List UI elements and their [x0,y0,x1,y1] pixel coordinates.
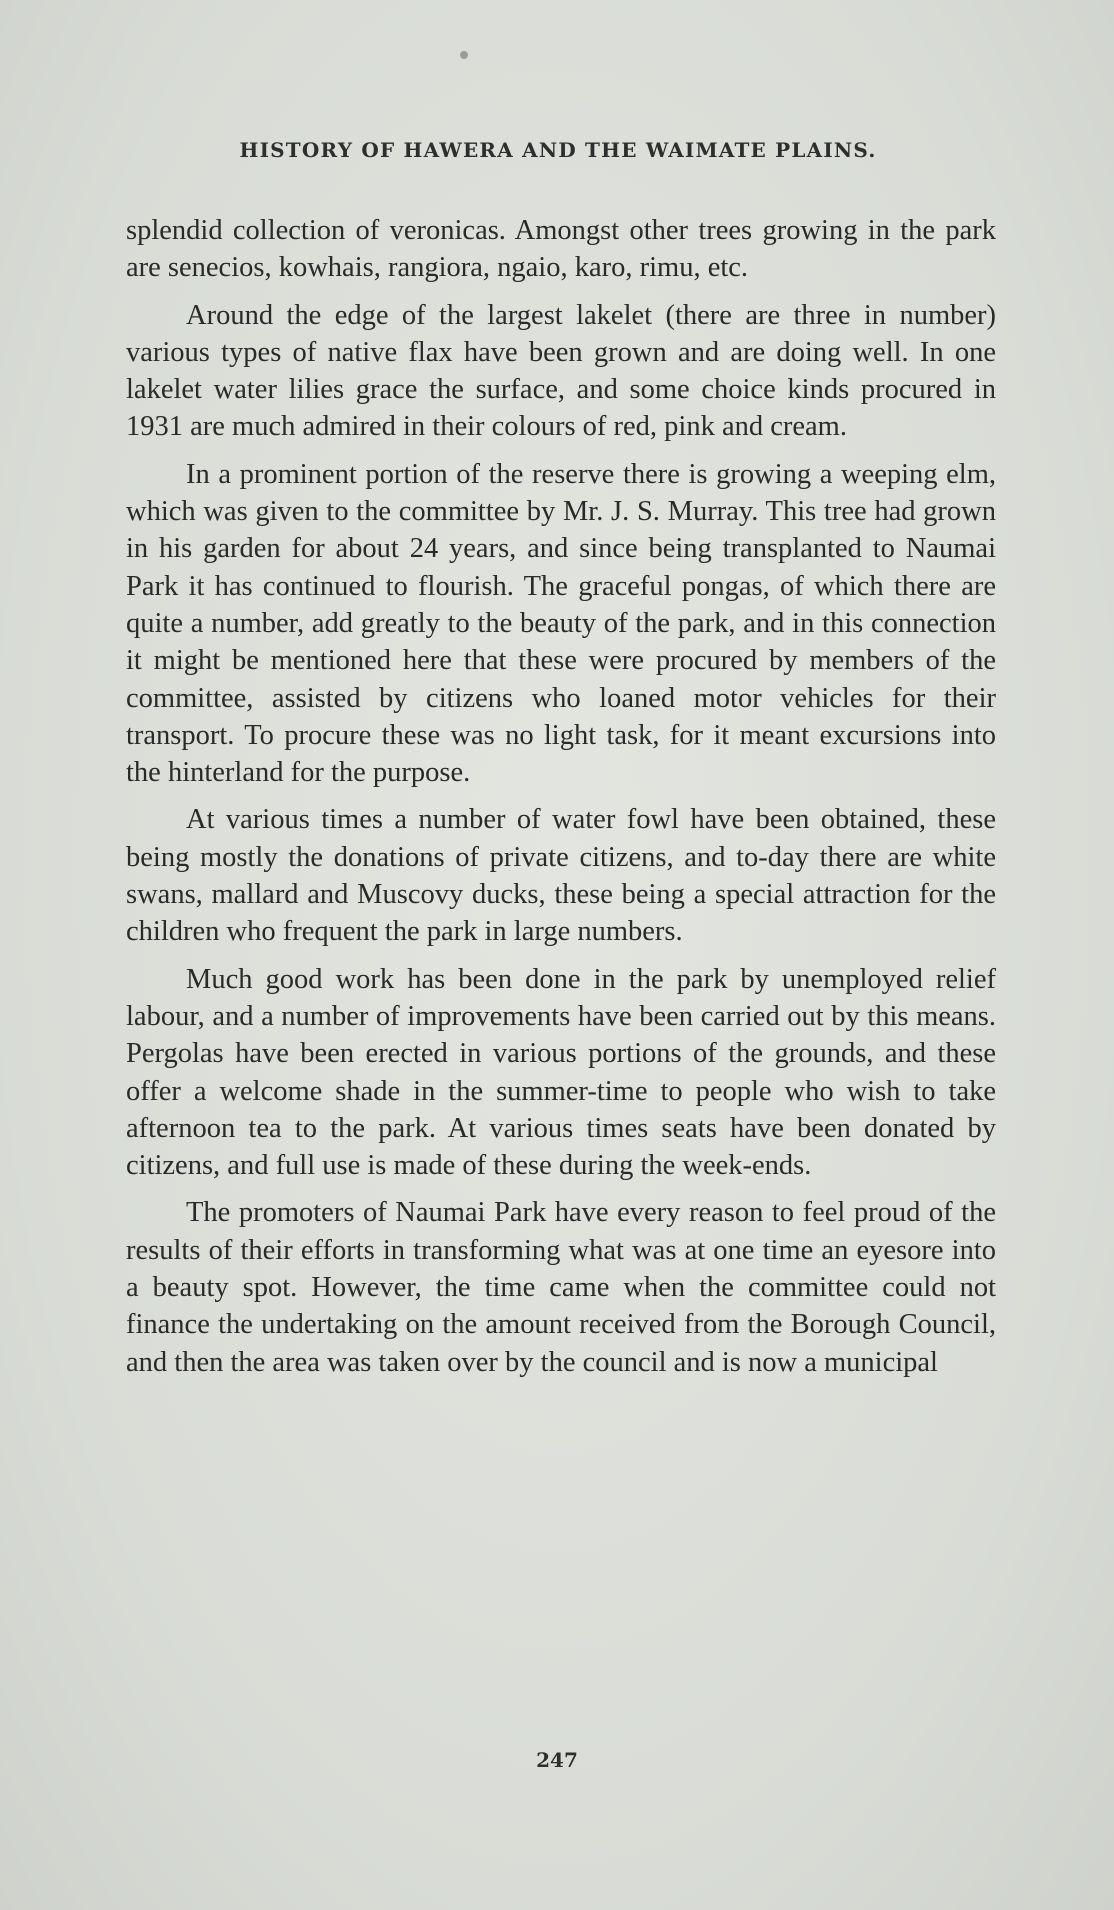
page-blemish [460,51,468,59]
paragraph-4: At various times a number of water fowl have been obtained, these being mostly the donations of private citizens, and to-day there are white swans, mallard and Muscovy ducks, these being a special attraction for the children who frequent the park in large numbers. [126,804,996,948]
page-number: 247 [536,1748,578,1772]
paragraph-5: Much good work has been done in the park by unemployed relief labour, and a number of improvements have been carried out by this means. Pergolas have been erected in various portions of the grounds, and these offer a welcome shade in the summer-time to people who wish to take afternoon tea to the park. At various times seats have been donated by citizens, and full use is made of these during the week-ends. [126,963,996,1182]
paragraph-2: Around the edge of the largest lakelet (there are three in number) various types of native flax have been grown and are doing well. In one lakelet water lilies grace the surface, and some choice kinds procured in 1931 are much admired in their colours of red, pink and cream. [126,299,996,443]
paragraph-6: The promoters of Naumai Park have every reason to feel proud of the results of their efforts in transforming what was at one time an eyesore into a beauty spot. However, the time came when the committee could not finance the undertaking on the amount received from the Borough Council, and then the area was taken over by the council and is now a municipal [126,1197,996,1378]
paragraph-1: splendid collection of veronicas. Amongst other trees growing in the park are senecios, kowhais, rangiora, ngaio, karo, rimu, etc. [126,215,996,284]
body-text [126,212,996,1391]
running-head: HISTORY OF HAWERA AND THE WAIMATE PLAINS. [239,138,877,162]
paragraph-3: In a prominent portion of the reserve there is growing a weeping elm, which was given to the committee by Mr. J. S. Murray. This tree had grown in his garden for about 24 years, and since being transplanted to Naumai Park it has continued to flourish. The graceful pongas, of which there are quite a number, add greatly to the beauty of the park, and in this connection it might be mentioned here that these were procured by members of the committee, assisted by citizens who loaned motor vehicles for their transport. To procure these was no light task, for it meant excursions into the hinterland for the purpose. [126,458,996,789]
